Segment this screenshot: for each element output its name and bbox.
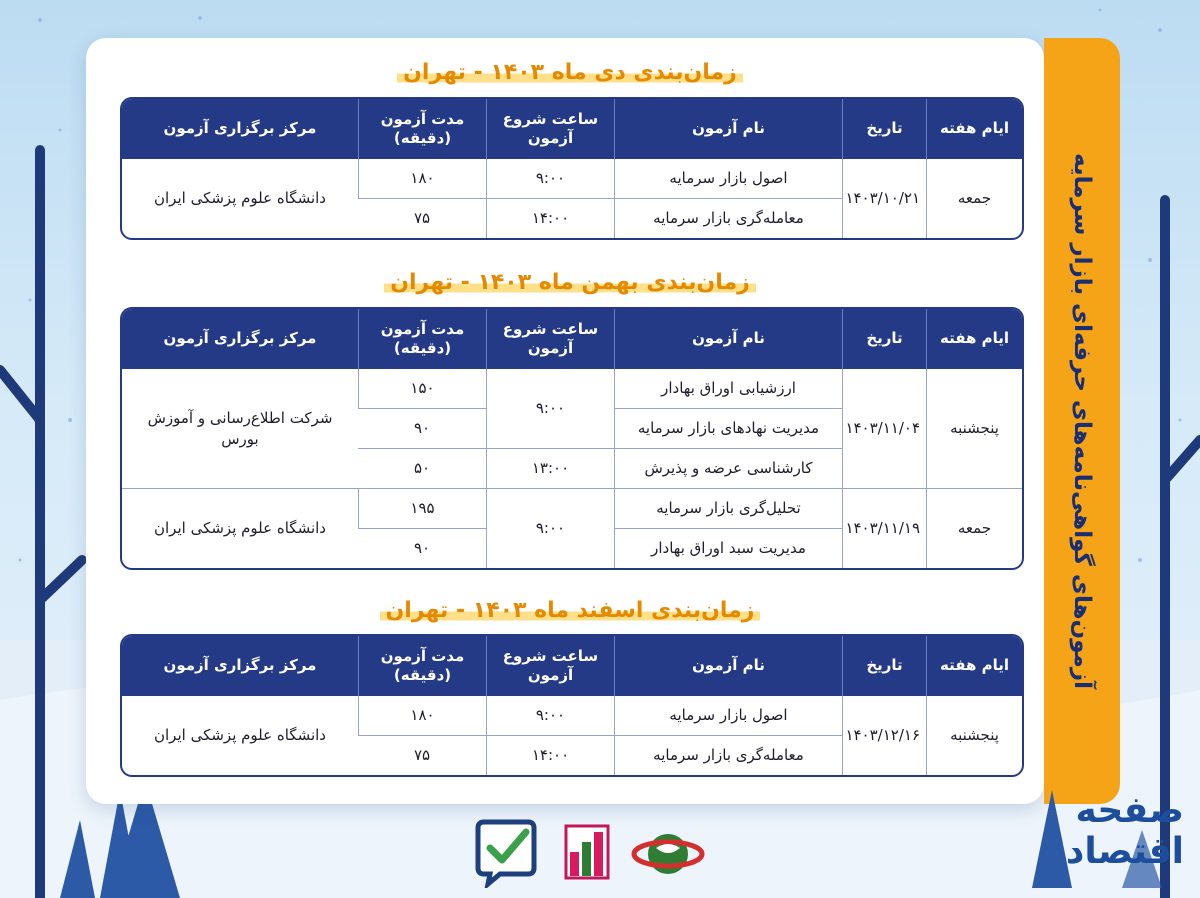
header-start-time: ساعت شروع آزمون — [486, 309, 614, 369]
header-weekday: ایام هفته — [926, 309, 1022, 369]
dey-section-title: زمان‌بندی دی ماه ۱۴۰۳ - تهران — [120, 60, 1020, 85]
exam-cell: معامله‌گری بازار سرمایه — [614, 735, 842, 775]
center-cell: دانشگاه علوم پزشکی ایران — [154, 189, 326, 207]
start-cell: ۹:۰۰ — [486, 369, 614, 448]
duration-cell: ۵۰ — [358, 448, 486, 488]
table-row — [122, 369, 1022, 408]
esfand-table — [120, 634, 1024, 777]
watermark-text: صفحه اقتصاد — [1065, 790, 1184, 872]
center-cell: دانشگاه علوم پزشکی ایران — [154, 726, 326, 744]
weekday-cell: پنجشنبه — [926, 369, 1022, 488]
exam-cell: مدیریت سبد اوراق بهادار — [614, 528, 842, 568]
table-header-row — [122, 99, 1022, 159]
table-row — [122, 159, 1022, 198]
duration-cell: ۷۵ — [358, 198, 486, 238]
header-center: مرکز برگزاری آزمون — [122, 99, 358, 159]
start-cell: ۹:۰۰ — [486, 159, 614, 198]
table-header-row — [122, 309, 1022, 369]
start-cell: ۱۴:۰۰ — [486, 198, 614, 238]
table-row — [122, 696, 1022, 735]
table-header-row — [122, 636, 1022, 696]
header-start-time: ساعت شروع آزمون — [486, 99, 614, 159]
side-title: آزمون‌های گواهی‌نامه‌های حرفه‌ای بازار سرمایه — [1069, 152, 1095, 689]
exam-cell: معامله‌گری بازار سرمایه — [614, 198, 842, 238]
center-cell: دانشگاه علوم پزشکی ایران — [122, 488, 358, 568]
duration-cell: ۹۰ — [358, 408, 486, 448]
start-cell: ۹:۰۰ — [486, 488, 614, 568]
header-start-time: ساعت شروع آزمون — [486, 636, 614, 696]
duration-cell: ۱۹۵ — [358, 488, 486, 528]
header-duration: مدت آزمون (دقیقه) — [358, 99, 486, 159]
start-cell: ۱۴:۰۰ — [486, 735, 614, 775]
duration-cell: ۱۵۰ — [358, 369, 486, 408]
side-banner — [1044, 38, 1120, 804]
exam-cell: اصول بازار سرمایه — [614, 159, 842, 198]
header-date: تاریخ — [842, 99, 926, 159]
watermark — [1012, 770, 1192, 890]
header-exam-name: نام آزمون — [614, 636, 842, 696]
header-exam-name: نام آزمون — [614, 309, 842, 369]
start-cell: ۱۳:۰۰ — [486, 448, 614, 488]
globe-logo — [634, 834, 702, 874]
duration-cell: ۷۵ — [358, 735, 486, 775]
date-cell: ۱۴۰۳/۱۱/۰۴ — [842, 369, 926, 488]
esfand-section-title: زمان‌بندی اسفند ماه ۱۴۰۳ - تهران — [120, 598, 1020, 623]
exam-cell: تحلیل‌گری بازار سرمایه — [614, 488, 842, 528]
start-cell: ۹:۰۰ — [486, 696, 614, 735]
duration-cell: ۱۸۰ — [358, 696, 486, 735]
dey-table — [120, 97, 1024, 240]
header-weekday: ایام هفته — [926, 99, 1022, 159]
header-date: تاریخ — [842, 636, 926, 696]
logos-row — [470, 818, 730, 888]
bahman-section-title: زمان‌بندی بهمن ماه ۱۴۰۳ - تهران — [120, 270, 1020, 295]
header-date: تاریخ — [842, 309, 926, 369]
header-center: مرکز برگزاری آزمون — [122, 309, 358, 369]
header-center: مرکز برگزاری آزمون — [122, 636, 358, 696]
duration-cell: ۱۸۰ — [358, 159, 486, 198]
header-duration: مدت آزمون (دقیقه) — [358, 636, 486, 696]
date-cell: ۱۴۰۳/۱۱/۱۹ — [842, 488, 926, 568]
exam-cell: ارزشیابی اوراق بهادار — [614, 369, 842, 408]
bahman-table — [120, 307, 1024, 570]
header-duration: مدت آزمون (دقیقه) — [358, 309, 486, 369]
check-badge-logo — [478, 822, 534, 884]
weekday-cell: جمعه — [926, 488, 1022, 568]
exam-cell: مدیریت نهادهای بازار سرمایه — [614, 408, 842, 448]
header-weekday: ایام هفته — [926, 636, 1022, 696]
header-exam-name: نام آزمون — [614, 99, 842, 159]
date-cell: ۱۴۰۳/۱۲/۱۶ — [842, 696, 926, 775]
duration-cell: ۹۰ — [358, 528, 486, 568]
weekday-cell: جمعه — [926, 159, 1022, 238]
exam-cell: کارشناسی عرضه و پذیرش — [614, 448, 842, 488]
weekday-cell: پنجشنبه — [926, 696, 1022, 775]
center-cell: شرکت اطلاع‌رسانی و آموزش بورس — [147, 408, 333, 448]
date-cell: ۱۴۰۳/۱۰/۲۱ — [842, 159, 926, 238]
exam-cell: اصول بازار سرمایه — [614, 696, 842, 735]
bar-chart-logo — [566, 826, 608, 878]
table-row — [122, 488, 1022, 528]
